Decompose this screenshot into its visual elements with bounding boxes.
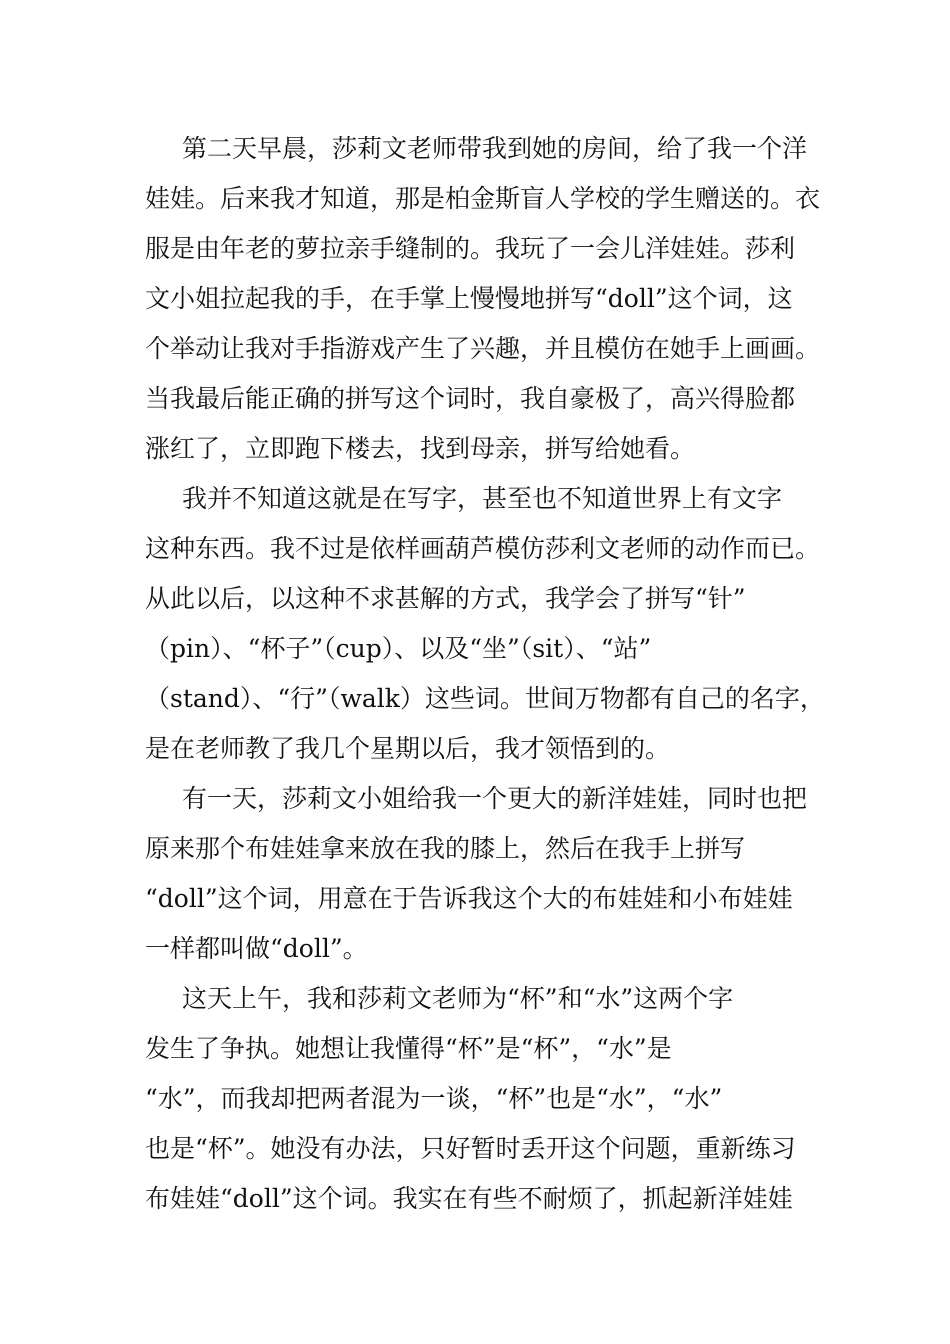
text-line: 个举动让我对手指游戏产生了兴趣，并且模仿在她手上画画。	[145, 334, 821, 363]
text-line: （pin）、“杯子”（cup）、以及“坐”（sit）、“站”	[145, 634, 652, 663]
text-line: （stand）、“行”（walk）这些词。世间万物都有自己的名字，	[145, 684, 825, 713]
text-line: 原来那个布娃娃拿来放在我的膝上，然后在我手上拼写	[145, 834, 746, 863]
text-line: 第二天早晨，莎莉文老师带我到她的房间，给了我一个洋	[182, 134, 808, 163]
text-line: “doll”这个词，用意在于告诉我这个大的布娃娃和小布娃娃	[145, 884, 793, 913]
text-line: 从此以后，以这种不求甚解的方式，我学会了拼写“针”	[145, 584, 746, 613]
text-line: “水”，而我却把两者混为一谈，“杯”也是“水”，“水”	[145, 1084, 723, 1113]
text-line: 娃娃。后来我才知道，那是柏金斯盲人学校的学生赠送的。衣	[145, 184, 821, 213]
text-line: 布娃娃“doll”这个词。我实在有些不耐烦了，抓起新洋娃娃	[145, 1184, 793, 1213]
text-line: 这种东西。我不过是依样画葫芦模仿莎利文老师的动作而已。	[145, 534, 821, 563]
text-line: 服是由年老的萝拉亲手缝制的。我玩了一会儿洋娃娃。莎利	[145, 234, 796, 263]
text-line: 这天上午，我和莎莉文老师为“杯”和“水”这两个字	[182, 984, 734, 1013]
text-line: 有一天，莎莉文小姐给我一个更大的新洋娃娃，同时也把	[182, 784, 808, 813]
text-line: 文小姐拉起我的手，在手掌上慢慢地拼写“doll”这个词，这	[145, 284, 793, 313]
text-line: 涨红了，立即跑下楼去，找到母亲，拼写给她看。	[145, 434, 696, 463]
text-line: 发生了争执。她想让我懂得“杯”是“杯”，“水”是	[145, 1034, 672, 1063]
text-line: 也是“杯”。她没有办法，只好暂时丢开这个问题，重新练习	[145, 1134, 796, 1163]
text-line: 是在老师教了我几个星期以后，我才领悟到的。	[145, 734, 671, 763]
text-line: 当我最后能正确的拼写这个词时，我自豪极了，高兴得脸都	[145, 384, 796, 413]
text-line: 一样都叫做“doll”。	[145, 934, 368, 963]
text-line: 我并不知道这就是在写字，甚至也不知道世界上有文字	[182, 484, 783, 513]
body-text	[145, 124, 825, 1224]
